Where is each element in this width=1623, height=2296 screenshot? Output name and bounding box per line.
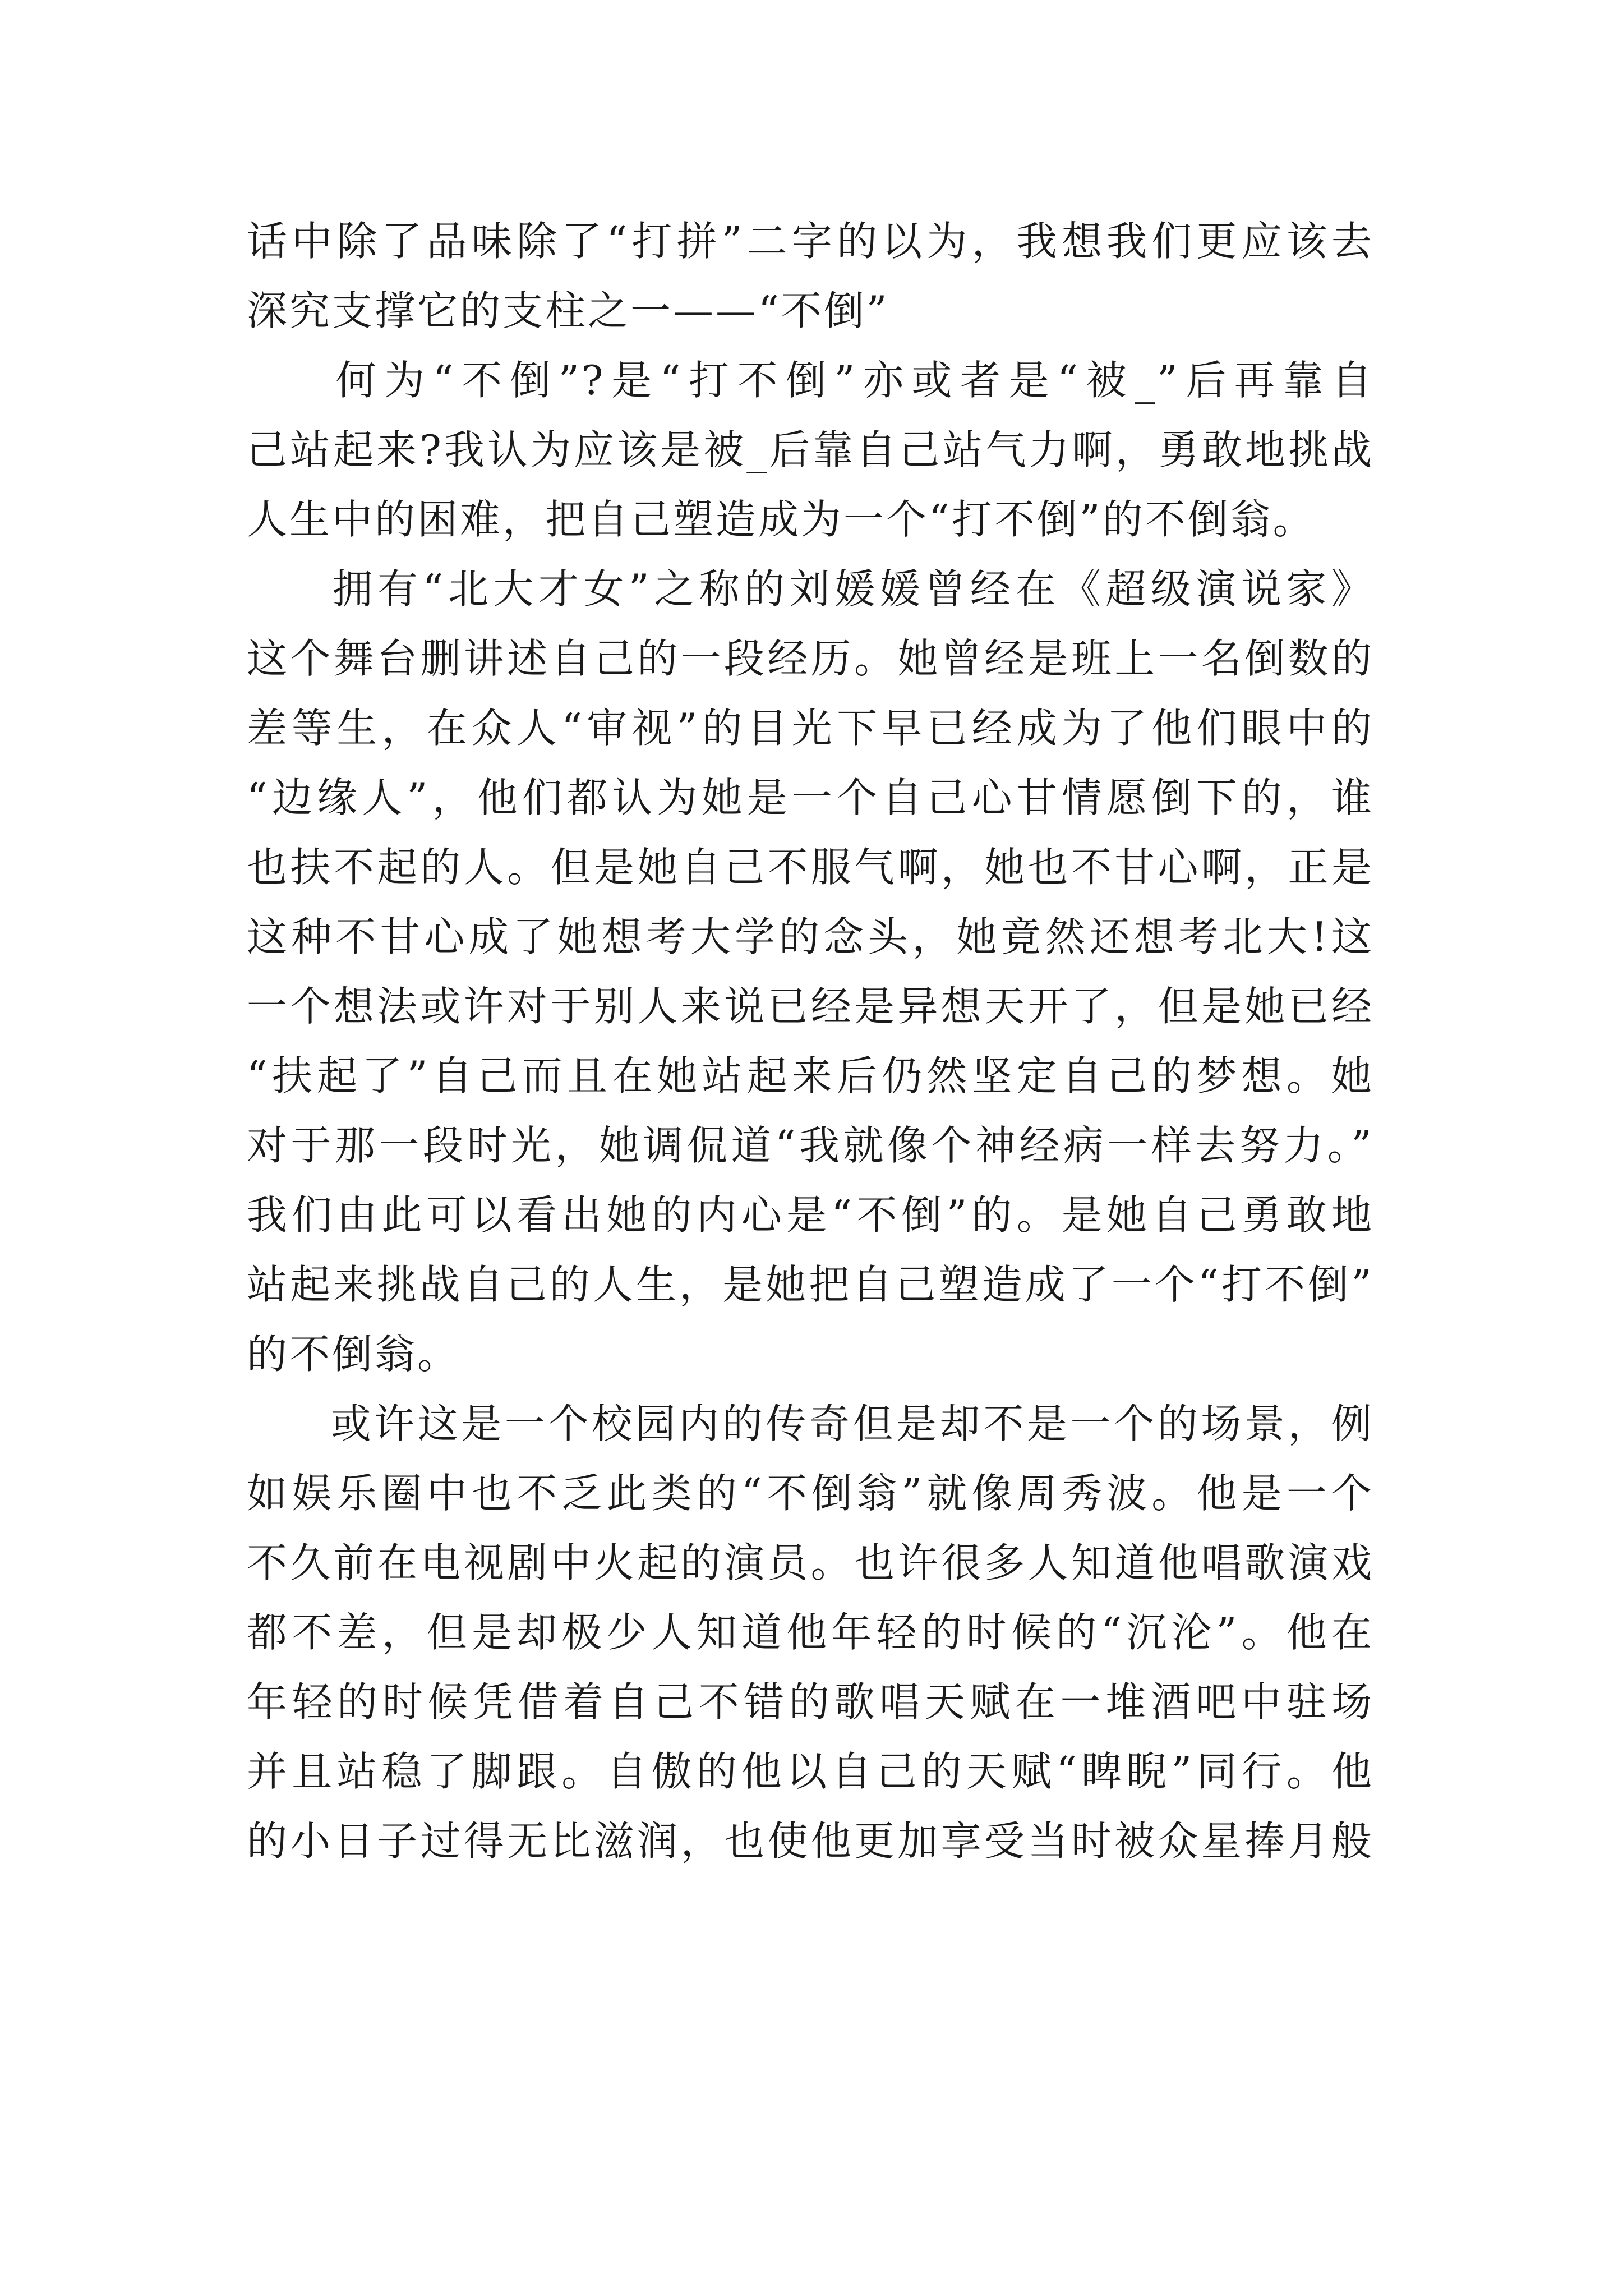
text-line-content: 拥有“北大才女”之称的刘媛媛曾经在《超级演说家》 [330, 565, 1374, 613]
text-line: 这种不甘心成了她想考大学的念头，她竟然还想考北大!这 [247, 913, 1374, 960]
text-line: 差等生，在众人“审视”的目光下早已经成为了他们眼中的 [247, 705, 1374, 752]
text-line: 并且站稳了脚跟。自傲的他以自己的天赋“睥睨”同行。他 [247, 1748, 1374, 1795]
text-line: 的不倒翁。 [247, 1331, 460, 1378]
text-line: 也扶不起的人。但是她自己不服气啊，她也不甘心啊，正是 [247, 844, 1374, 891]
text-line [247, 346, 1374, 415]
text-line: 对于那一段时光，她调侃道“我就像个神经病一样去努力。” [247, 1122, 1374, 1169]
text-line-content: 何为“不倒”?是“打不倒”亦或者是“被_”后再靠自 [330, 357, 1374, 404]
text-line-content: 或许这是一个校园内的传奇但是却不是一个的场景，例 [330, 1400, 1374, 1447]
body-text [247, 206, 1374, 1876]
text-line: 人生中的困难，把自己塑造成为一个“打不倒”的不倒翁。 [247, 496, 1316, 543]
text-line: 一个想法或许对于别人来说已经是异想天开了，但是她已经 [247, 983, 1374, 1030]
text-line [247, 1389, 1374, 1458]
text-line: 己站起来?我认为应该是被_后靠自己站气力啊，勇敢地挑战 [247, 426, 1374, 473]
paragraph-1 [247, 206, 1374, 346]
text-line: 话中除了品味除了“打拼”二字的以为，我想我们更应该去 [247, 218, 1374, 265]
text-line: 都不差，但是却极少人知道他年轻的时候的“沉沦”。他在 [247, 1609, 1374, 1656]
text-line: 深究支撑它的支柱之一——“不倒” [247, 287, 889, 334]
paragraph-3 [247, 554, 1374, 1389]
text-line: 不久前在电视剧中火起的演员。也许很多人知道他唱歌演戏 [247, 1539, 1374, 1586]
text-line: 这个舞台删讲述自己的一段经历。她曾经是班上一名倒数的 [247, 635, 1374, 682]
text-line: “边缘人”，他们都认为她是一个自己心甘情愿倒下的，谁 [247, 774, 1374, 821]
text-line: 年轻的时候凭借着自己不错的歌唱天赋在一堆酒吧中驻场 [247, 1678, 1374, 1726]
paragraph-4 [247, 1389, 1374, 1876]
text-line: “扶起了”自己而且在她站起来后仍然坚定自己的梦想。她 [247, 1052, 1374, 1099]
paragraph-2 [247, 346, 1374, 554]
text-line: 的小日子过得无比滋润，也使他更加享受当时被众星捧月般 [247, 1818, 1374, 1865]
text-line [247, 554, 1374, 624]
text-line: 如娱乐圈中也不乏此类的“不倒翁”就像周秀波。他是一个 [247, 1470, 1374, 1517]
text-line: 站起来挑战自己的人生，是她把自己塑造成了一个“打不倒” [247, 1261, 1374, 1308]
text-line: 我们由此可以看出她的内心是“不倒”的。是她自己勇敢地 [247, 1191, 1374, 1239]
